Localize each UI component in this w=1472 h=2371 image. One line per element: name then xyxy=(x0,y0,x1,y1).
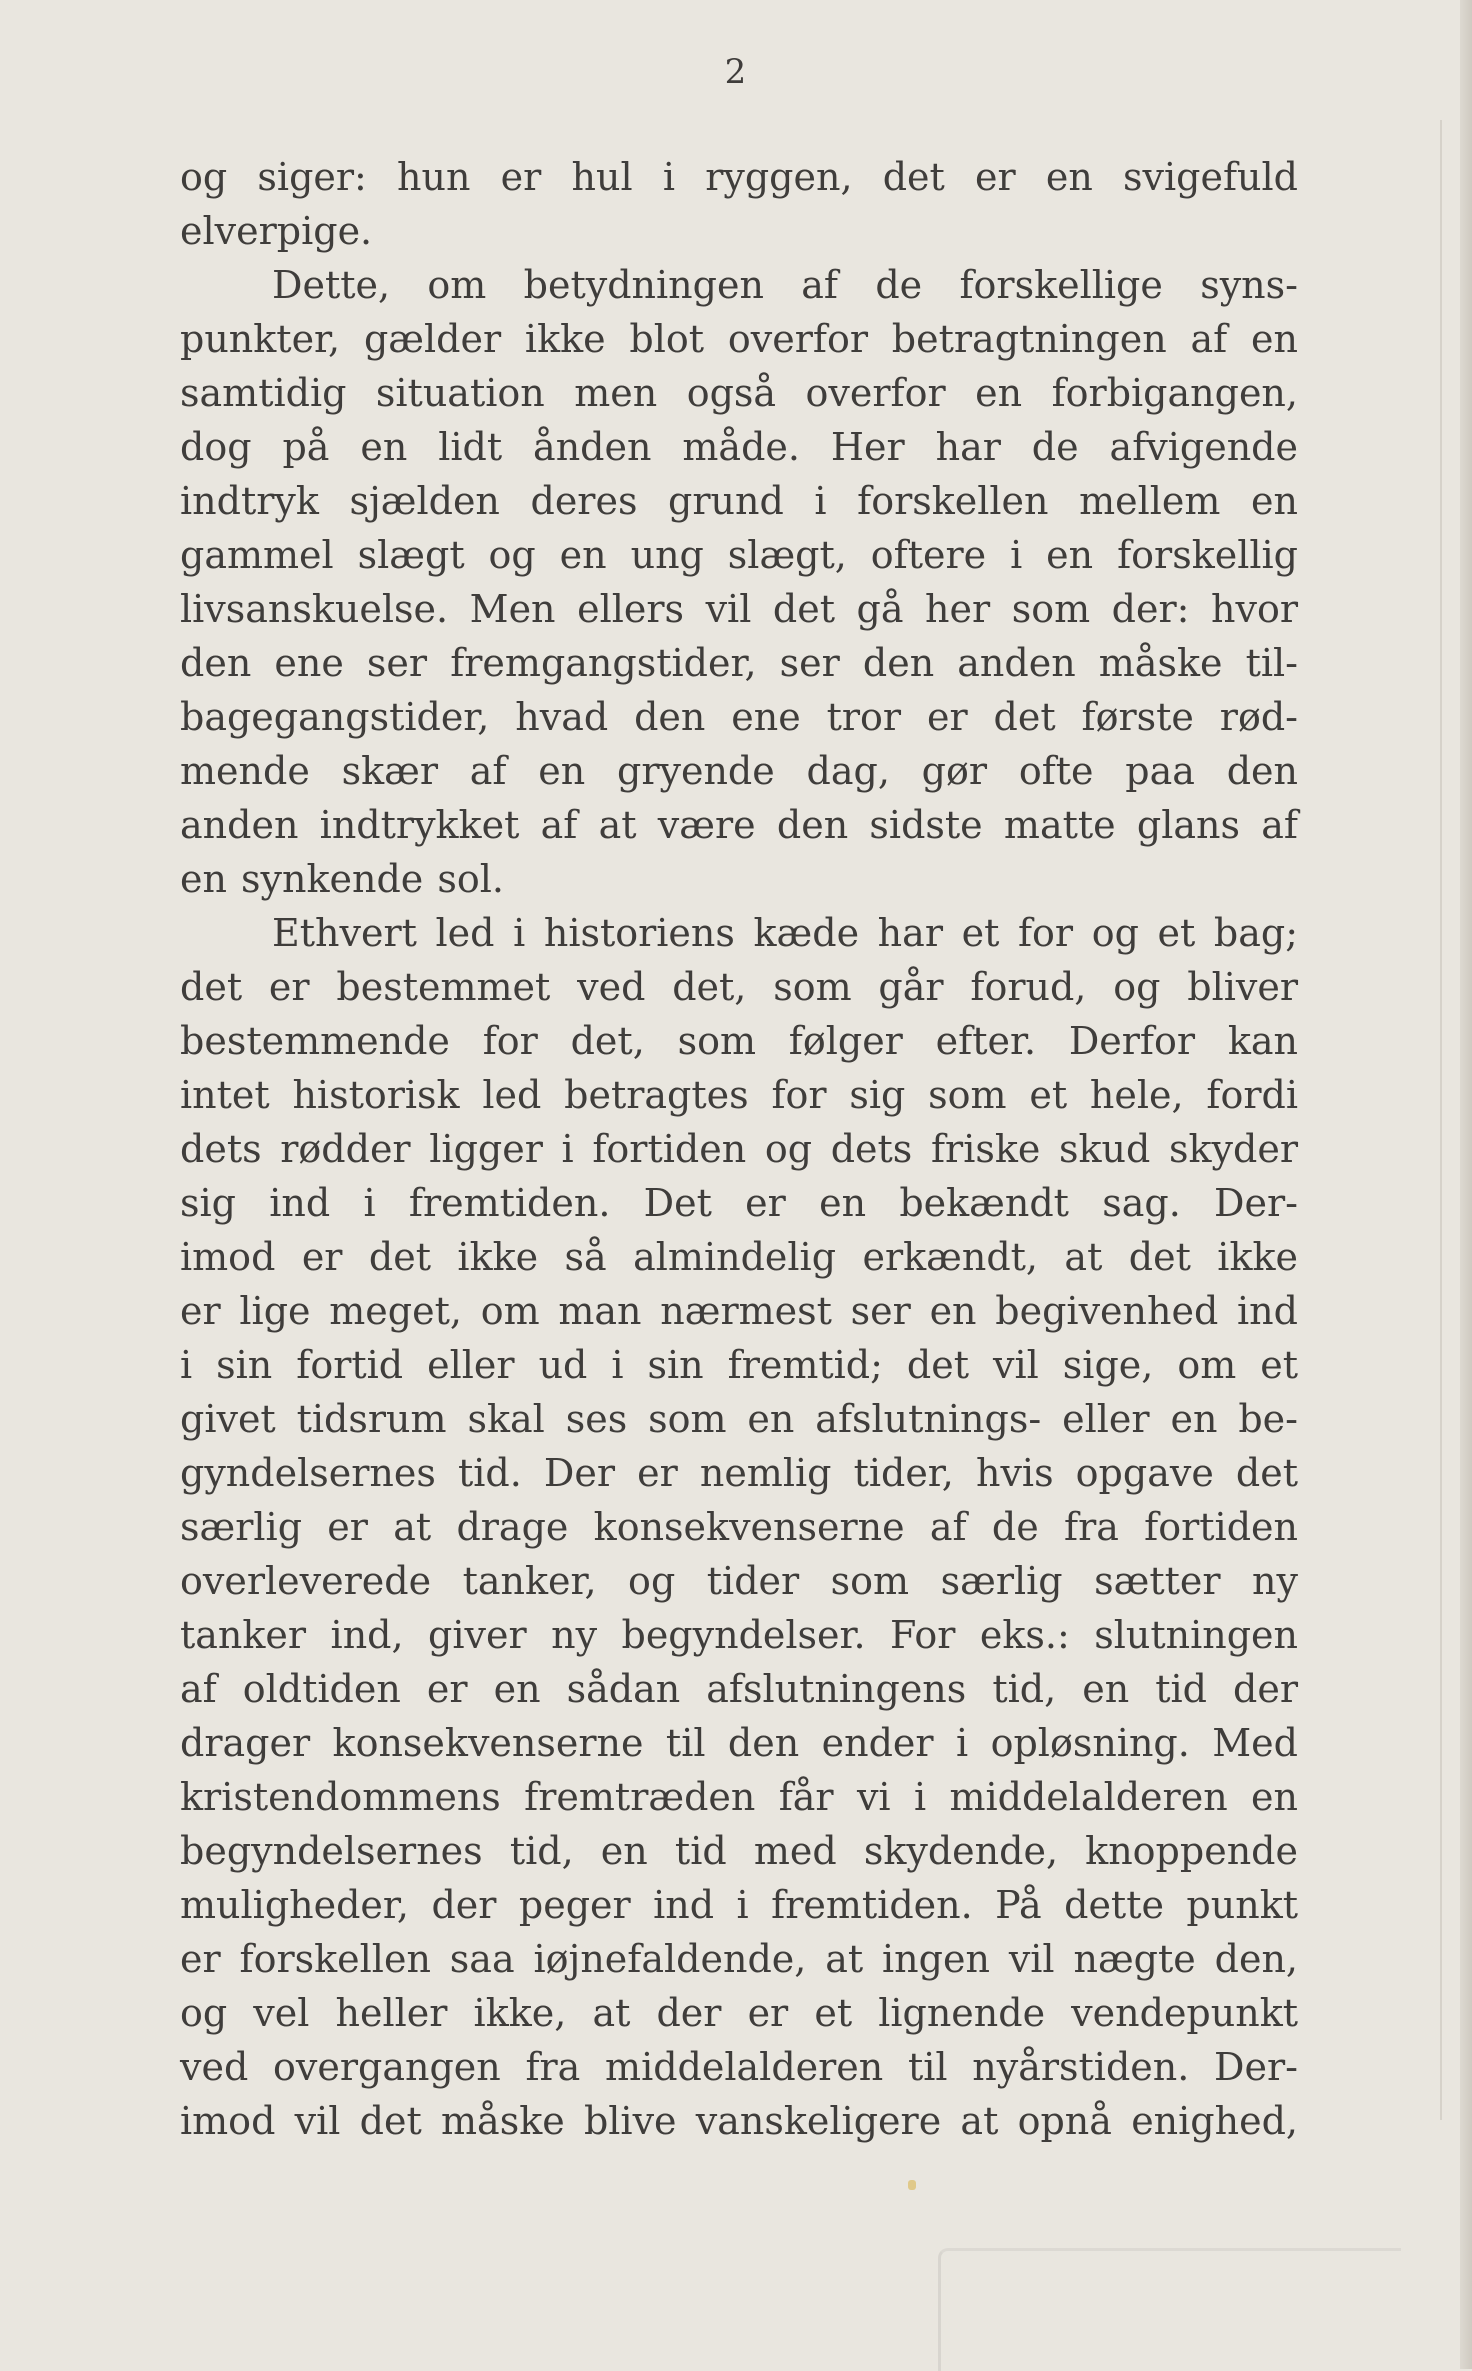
text-line: den ene ser fremgangstider, ser den anden måske til- xyxy=(180,641,1298,685)
text-line: dog på en lidt ånden måde. Her har de afvigende xyxy=(180,425,1298,469)
text-line: mende skær af en gryende dag, gør ofte paa den xyxy=(180,749,1298,793)
text-line: intet historisk led betragtes for sig som et hele, fordi xyxy=(180,1073,1298,1117)
text-line: sig ind i fremtiden. Det er en bekændt sag. Der- xyxy=(180,1181,1298,1225)
text-line: ved overgangen fra middelalderen til nyårstiden. Der- xyxy=(180,2045,1298,2089)
text-line: givet tidsrum skal ses som en afslutnings- eller en be- xyxy=(180,1397,1298,1441)
text-line: imod er det ikke så almindelig erkændt, at det ikke xyxy=(180,1235,1298,1279)
text-line: muligheder, der peger ind i fremtiden. På dette punkt xyxy=(180,1883,1298,1927)
text-line: anden indtrykket af at være den sidste matte glans af xyxy=(180,803,1298,847)
text-line: indtryk sjælden deres grund i forskellen mellem en xyxy=(180,479,1298,523)
body-text xyxy=(180,150,1298,2148)
page-edge xyxy=(1460,0,1472,2369)
text-line: i sin fortid eller ud i sin fremtid; det vil sige, om et xyxy=(180,1343,1298,1387)
text-line: punkter, gælder ikke blot overfor betragtningen af en xyxy=(180,317,1298,361)
text-line: Ethvert led i historiens kæde har et for og et bag; xyxy=(272,911,1298,955)
text-line: det er bestemmet ved det, som går forud, og bliver xyxy=(180,965,1298,1009)
text-line: dets rødder ligger i fortiden og dets friske skud skyder xyxy=(180,1127,1298,1171)
text-line: drager konsekvenserne til den ender i opløsning. Med xyxy=(180,1721,1298,1765)
text-line: kristendommens fremtræden får vi i middelalderen en xyxy=(180,1775,1298,1819)
text-line: og vel heller ikke, at der er et lignende vendepunkt xyxy=(180,1991,1298,2035)
text-line: elverpige. xyxy=(180,209,373,253)
text-line: livsanskuelse. Men ellers vil det gå her som der: hvor xyxy=(180,587,1298,631)
paper-stain xyxy=(938,2248,1401,2371)
text-line: bestemmende for det, som følger efter. Derfor kan xyxy=(180,1019,1298,1063)
page-number: 2 xyxy=(724,52,748,92)
text-line: Dette, om betydningen af de forskellige syns- xyxy=(272,263,1298,307)
text-line: og siger: hun er hul i ryggen, det er en svigefuld xyxy=(180,155,1298,199)
text-line: er lige meget, om man nærmest ser en begivenhed ind xyxy=(180,1289,1298,1333)
text-line: gammel slægt og en ung slægt, oftere i en forskellig xyxy=(180,533,1298,577)
paper-spot xyxy=(908,2180,916,2190)
text-line: særlig er at drage konsekvenserne af de fra fortiden xyxy=(180,1505,1298,1549)
text-line: er forskellen saa iøjnefaldende, at ingen vil nægte den, xyxy=(180,1937,1298,1981)
text-line: af oldtiden er en sådan afslutningens tid, en tid der xyxy=(180,1667,1298,1711)
text-line: bagegangstider, hvad den ene tror er det første rød- xyxy=(180,695,1298,739)
text-line: begyndelsernes tid, en tid med skydende, knoppende xyxy=(180,1829,1298,1873)
text-line: samtidig situation men også overfor en forbigangen, xyxy=(180,371,1298,415)
text-line: en synkende sol. xyxy=(180,857,504,901)
text-line: overleverede tanker, og tider som særlig sætter ny xyxy=(180,1559,1298,1603)
text-line: gyndelsernes tid. Der er nemlig tider, hvis opgave det xyxy=(180,1451,1298,1495)
text-line: tanker ind, giver ny begyndelser. For eks.: slutningen xyxy=(180,1613,1298,1657)
text-line: imod vil det måske blive vanskeligere at opnå enighed, xyxy=(180,2099,1298,2143)
page-crease xyxy=(1440,120,1442,2120)
